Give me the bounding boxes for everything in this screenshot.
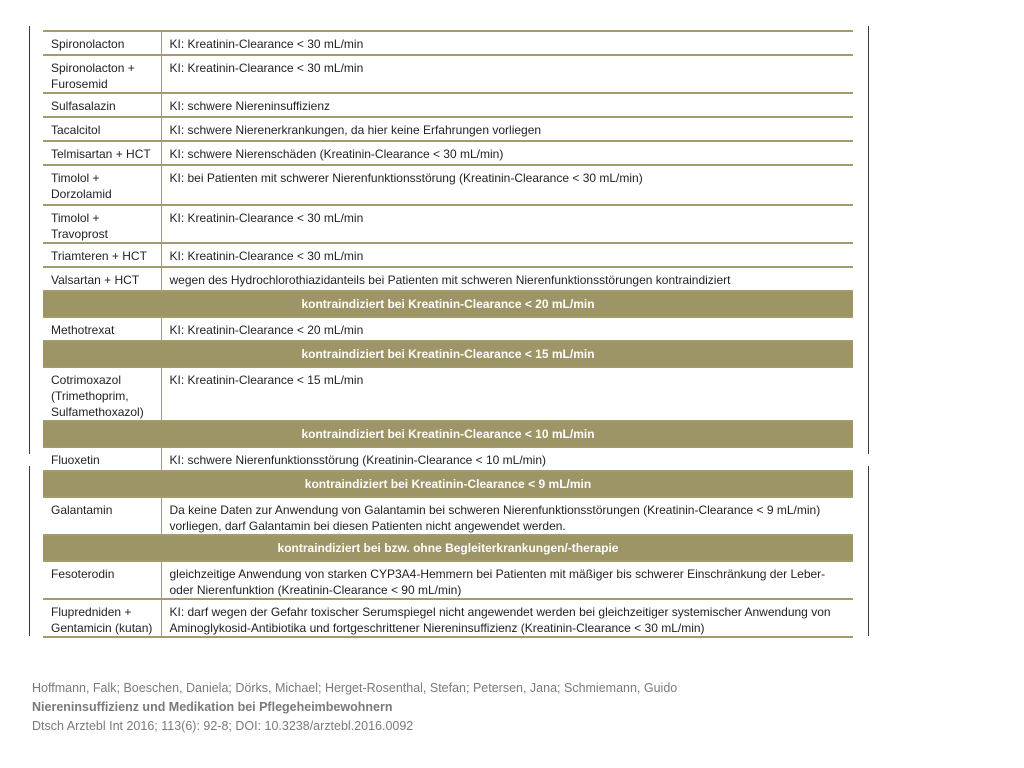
note-cell: KI: Kreatinin-Clearance < 30 mL/min — [161, 243, 853, 267]
section-title: kontraindiziert bei Kreatinin-Clearance < 9 mL/min — [43, 471, 853, 497]
citation-title: Niereninsuffizienz und Medikation bei Pflegeheimbewohnern — [32, 700, 393, 714]
note-cell: KI: schwere Nierenfunktionsstörung (Kreatinin-Clearance < 10 mL/min) — [161, 447, 853, 471]
drug-cell: Timolol + Travoprost — [43, 205, 161, 243]
table-row — [43, 165, 853, 205]
drug-cell: Spironolacton — [43, 31, 161, 55]
section-header-row — [43, 421, 853, 447]
drug-cell: Galantamin — [43, 497, 161, 535]
note-cell: wegen des Hydrochlorothiazidanteils bei Patienten mit schweren Nierenfunktionsstörungen kontraindiziert — [161, 267, 853, 291]
note-cell: gleichzeitige Anwendung von starken CYP3A4-Hemmern bei Patienten mit mäßiger bis schwerer Einschränkung der Leber- oder Nierenfunktion (Kreatinin-Clearance < 90 mL/min) — [161, 561, 853, 599]
drug-cell: Spironolacton + Furosemid — [43, 55, 161, 93]
table-row — [43, 599, 853, 637]
drug-cell: Methotrexat — [43, 317, 161, 341]
table-frame — [29, 26, 869, 636]
section-title: kontraindiziert bei Kreatinin-Clearance < 20 mL/min — [43, 291, 853, 317]
section-header-row — [43, 341, 853, 367]
note-cell: KI: Kreatinin-Clearance < 30 mL/min — [161, 31, 853, 55]
citation — [32, 679, 932, 736]
note-cell: Da keine Daten zur Anwendung von Galantamin bei schweren Nierenfunktionsstörungen (Kreatinin-Clearance < 9 mL/min) vorliegen, darf Galantamin bei diesen Patienten nicht angewendet werden. — [161, 497, 853, 535]
section-title: kontraindiziert bei Kreatinin-Clearance < 10 mL/min — [43, 421, 853, 447]
citation-source: Dtsch Arztebl Int 2016; 113(6): 92-8; DOI: 10.3238/arztebl.2016.0092 — [32, 719, 414, 733]
note-cell: KI: Kreatinin-Clearance < 30 mL/min — [161, 55, 853, 93]
table-row — [43, 497, 853, 535]
note-cell: KI: Kreatinin-Clearance < 30 mL/min — [161, 205, 853, 243]
table-row — [43, 367, 853, 421]
frame-right-edge — [868, 26, 869, 636]
drug-cell: Flupredniden + Gentamicin (kutan) — [43, 599, 161, 637]
drug-cell: Tacalcitol — [43, 117, 161, 141]
drug-cell: Timolol + Dorzolamid — [43, 165, 161, 205]
table-row — [43, 205, 853, 243]
section-title: kontraindiziert bei Kreatinin-Clearance < 15 mL/min — [43, 341, 853, 367]
table-row — [43, 117, 853, 141]
table-row — [43, 93, 853, 117]
section-header-row — [43, 535, 853, 561]
section-title: kontraindiziert bei bzw. ohne Begleiterkrankungen/-therapie — [43, 535, 853, 561]
table-row — [43, 243, 853, 267]
table-row — [43, 267, 853, 291]
note-cell: KI: Kreatinin-Clearance < 20 mL/min — [161, 317, 853, 341]
note-cell: KI: schwere Nierenerkrankungen, da hier keine Erfahrungen vorliegen — [161, 117, 853, 141]
contraindication-table — [43, 30, 853, 638]
drug-cell: Valsartan + HCT — [43, 267, 161, 291]
table-row — [43, 447, 853, 471]
note-cell: KI: Kreatinin-Clearance < 15 mL/min — [161, 367, 853, 421]
frame-left-edge — [29, 26, 30, 636]
drug-cell: Telmisartan + HCT — [43, 141, 161, 165]
drug-cell: Cotrimoxazol (Trimethoprim, Sulfamethoxazol) — [43, 367, 161, 421]
note-cell: KI: schwere Nierenschäden (Kreatinin-Clearance < 30 mL/min) — [161, 141, 853, 165]
table-row — [43, 55, 853, 93]
table-row — [43, 317, 853, 341]
table-row — [43, 31, 853, 55]
drug-cell: Triamteren + HCT — [43, 243, 161, 267]
section-header-row — [43, 471, 853, 497]
table-row — [43, 561, 853, 599]
drug-cell: Sulfasalazin — [43, 93, 161, 117]
drug-cell: Fesoterodin — [43, 561, 161, 599]
note-cell: KI: schwere Niereninsuffizienz — [161, 93, 853, 117]
note-cell: KI: darf wegen der Gefahr toxischer Serumspiegel nicht angewendet werden bei gleichzeitiger systemischer Anwendung von Aminoglykosid-Antibiotika und fortgeschrittener Niereninsuffizienz (Kreatinin-Clearance < 30 mL/min) — [161, 599, 853, 637]
note-cell: KI: bei Patienten mit schwerer Nierenfunktionsstörung (Kreatinin-Clearance < 30 mL/min) — [161, 165, 853, 205]
table-row — [43, 141, 853, 165]
citation-authors: Hoffmann, Falk; Boeschen, Daniela; Dörks, Michael; Herget-Rosenthal, Stefan; Petersen, Jana; Schmiemann, Guido — [32, 681, 678, 695]
drug-cell: Fluoxetin — [43, 447, 161, 471]
section-header-row — [43, 291, 853, 317]
